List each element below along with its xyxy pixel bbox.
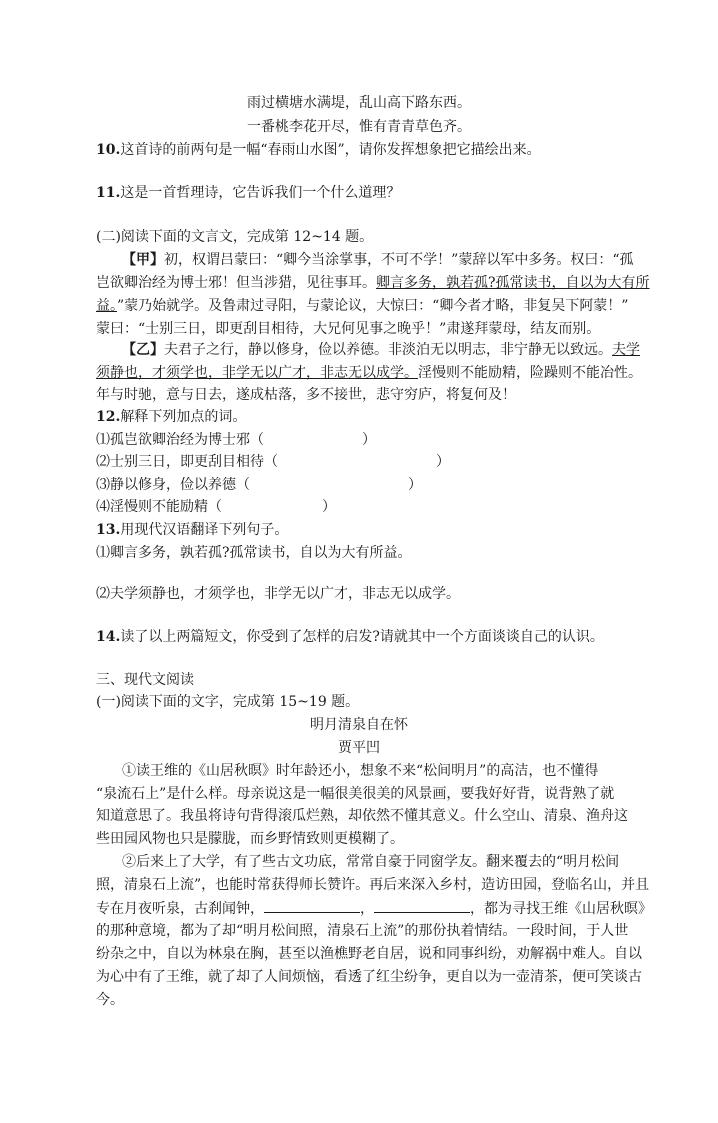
underlined-sentence: 卿言多务，孰若孤?孤常读书，自以为大有所 bbox=[376, 275, 650, 291]
jia-line-3 bbox=[96, 296, 628, 316]
jia-line-4: 蒙曰：“士别三日，即更刮目相待，大兄何见事之晚乎！”肃遂拜蒙母，结友而别。 bbox=[96, 321, 601, 337]
paragraph-2-line-1: ②后来上了大学，有了些古文功底，常常自豪于同窗学友。翻来覆去的“明月松间 bbox=[122, 854, 620, 870]
item-text: ⑶静以修身，俭以养德（ bbox=[96, 477, 250, 493]
question-12 bbox=[96, 407, 246, 427]
poem-line-1: 雨过横塘水满堤，乱山高下路东西。 bbox=[247, 95, 471, 111]
q12-item-3 bbox=[96, 475, 422, 495]
yi-line-3: 年与时驰，意与日去，遂成枯落，多不接世，悲守穷庐，将复何及！ bbox=[96, 387, 516, 403]
passage-text: 夫君子之行，静以修身，俭以养德。非淡泊无以明志，非宁静无以致远。 bbox=[164, 342, 612, 358]
paragraph-2-line-4: 的那种意境，都为了却“明月松间照，清泉石上流”的那份执着情结。一段时间，于人世 bbox=[96, 923, 629, 939]
item-text: ⑴孤岂欲卿治经为博士邪（ bbox=[96, 432, 264, 448]
question-10 bbox=[96, 140, 541, 160]
fill-in-blank[interactable] bbox=[264, 898, 360, 913]
question-number: 13. bbox=[96, 522, 121, 538]
paragraph-text: ，都为寻找王维《山居秋暝》 bbox=[470, 901, 652, 917]
jia-line-1 bbox=[122, 250, 633, 270]
underlined-sentence: 益。 bbox=[96, 298, 117, 314]
answer-space[interactable] bbox=[250, 475, 408, 489]
paragraph-2-line-5: 纷杂之中，自以为林泉在胸，甚至以渔樵野老自居，说和同事纠纷，劝解祸中难人。自以 bbox=[96, 946, 642, 962]
item-text: ⑵士别三日，即更刮目相待（ bbox=[96, 454, 278, 470]
paragraph-1-line-1: ①读王维的《山居秋暝》时年龄还小，想象不来“松间明月”的高洁，也不懂得 bbox=[122, 763, 599, 779]
item-text: ） bbox=[408, 477, 422, 493]
question-text: 解释下列加点的词。 bbox=[120, 409, 247, 425]
section-3-title: 三、现代文阅读 bbox=[96, 672, 194, 688]
q13-item-2: ⑵夫学须静也，才须学也，非学无以广才，非志无以成学。 bbox=[96, 586, 460, 602]
fill-in-blank[interactable] bbox=[374, 898, 470, 913]
question-number: 14. bbox=[96, 629, 121, 645]
answer-space[interactable] bbox=[278, 452, 436, 466]
paragraph-2-line-7: 今。 bbox=[96, 992, 124, 1008]
part2-heading: (二)阅读下面的文言文，完成第 12~14 题。 bbox=[96, 229, 374, 245]
question-11 bbox=[96, 183, 400, 203]
q12-item-2 bbox=[96, 452, 450, 472]
passage-tag: 【甲】 bbox=[122, 252, 164, 268]
yi-line-1 bbox=[122, 340, 640, 360]
item-text: ） bbox=[362, 432, 376, 448]
paragraph-2-line-3 bbox=[96, 898, 652, 918]
q12-item-1 bbox=[96, 430, 376, 450]
section-3-heading: (一)阅读下面的文字，完成第 15~19 题。 bbox=[96, 694, 360, 710]
underlined-sentence: 须静也，才须学也，非学无以广才，非志无以成学。 bbox=[96, 365, 418, 381]
item-text: ⑷淫慢则不能励精（ bbox=[96, 499, 222, 515]
question-text: 这首诗的前两句是一幅“春雨山水图”，请你发挥想象把它描绘出来。 bbox=[120, 142, 541, 158]
poem-line-2: 一番桃李花开尽，惟有青青草色齐。 bbox=[247, 119, 471, 135]
passage-text: ”蒙乃始就学。及鲁肃过寻阳，与蒙论议，大惊曰：“卿今者才略，非复吴下阿蒙！” bbox=[117, 298, 629, 314]
item-text: ） bbox=[436, 454, 450, 470]
q13-item-1: ⑴卿言多务，孰若孤?孤常读书，自以为大有所益。 bbox=[96, 545, 412, 561]
paragraph-1-line-3: 知道意思了。我虽将诗句背得滚瓜烂熟，却依然不懂其意义。什么空山、清泉、渔舟这 bbox=[96, 808, 628, 824]
paragraph-2-line-2: 照，清泉石上流”，也能时常获得师长赞许。再后来深入乡村，造访田园，登临名山，并且 bbox=[96, 877, 650, 893]
paragraph-1-line-2: “泉流石上”是什么样。母亲说这是一幅很美很美的风景画，要我好好背，说背熟了就 bbox=[96, 786, 615, 802]
question-13 bbox=[96, 520, 288, 540]
question-number: 12. bbox=[96, 409, 121, 425]
passage-text: 初，权谓吕蒙曰：“卿今当涂掌事，不可不学！”蒙辞以军中多务。权曰：“孤 bbox=[164, 252, 634, 268]
article-title: 明月清泉自在怀 bbox=[310, 717, 408, 733]
paragraph-1-line-4: 些田园风物也只是朦胧，而乡野情致则更模糊了。 bbox=[96, 831, 404, 847]
question-text: 读了以上两篇短文，你受到了怎样的启发?请就其中一个方面谈谈自己的认识。 bbox=[120, 629, 604, 645]
q12-item-4 bbox=[96, 497, 336, 517]
answer-space[interactable] bbox=[222, 497, 322, 511]
yi-line-2 bbox=[96, 363, 642, 383]
underlined-sentence: 夫学 bbox=[612, 342, 640, 358]
question-number: 10. bbox=[96, 142, 121, 158]
jia-line-2 bbox=[96, 273, 650, 293]
paragraph-2-line-6: 为心中有了王维，就了却了人间烦恼，看透了红尘纷争，更自以为一壶清茶，便可笑谈古 bbox=[96, 969, 642, 985]
paragraph-text: 专在月夜听泉，古刹闻钟， bbox=[96, 901, 264, 917]
passage-text: 淫慢则不能励精，险躁则不能冶性。 bbox=[418, 365, 642, 381]
question-text: 用现代汉语翻译下列句子。 bbox=[120, 522, 289, 538]
question-text: 这是一首哲理诗，它告诉我们一个什么道理？ bbox=[120, 185, 401, 201]
answer-space[interactable] bbox=[264, 430, 362, 444]
article-author: 贾平凹 bbox=[338, 740, 380, 756]
item-text: ） bbox=[322, 499, 336, 515]
passage-text: 岂欲卿治经为博士邪！但当涉猎，见往事耳。 bbox=[96, 275, 376, 291]
paragraph-text: ， bbox=[360, 901, 374, 917]
question-number: 11. bbox=[96, 185, 121, 201]
question-14 bbox=[96, 627, 604, 647]
passage-tag: 【乙】 bbox=[122, 342, 164, 358]
